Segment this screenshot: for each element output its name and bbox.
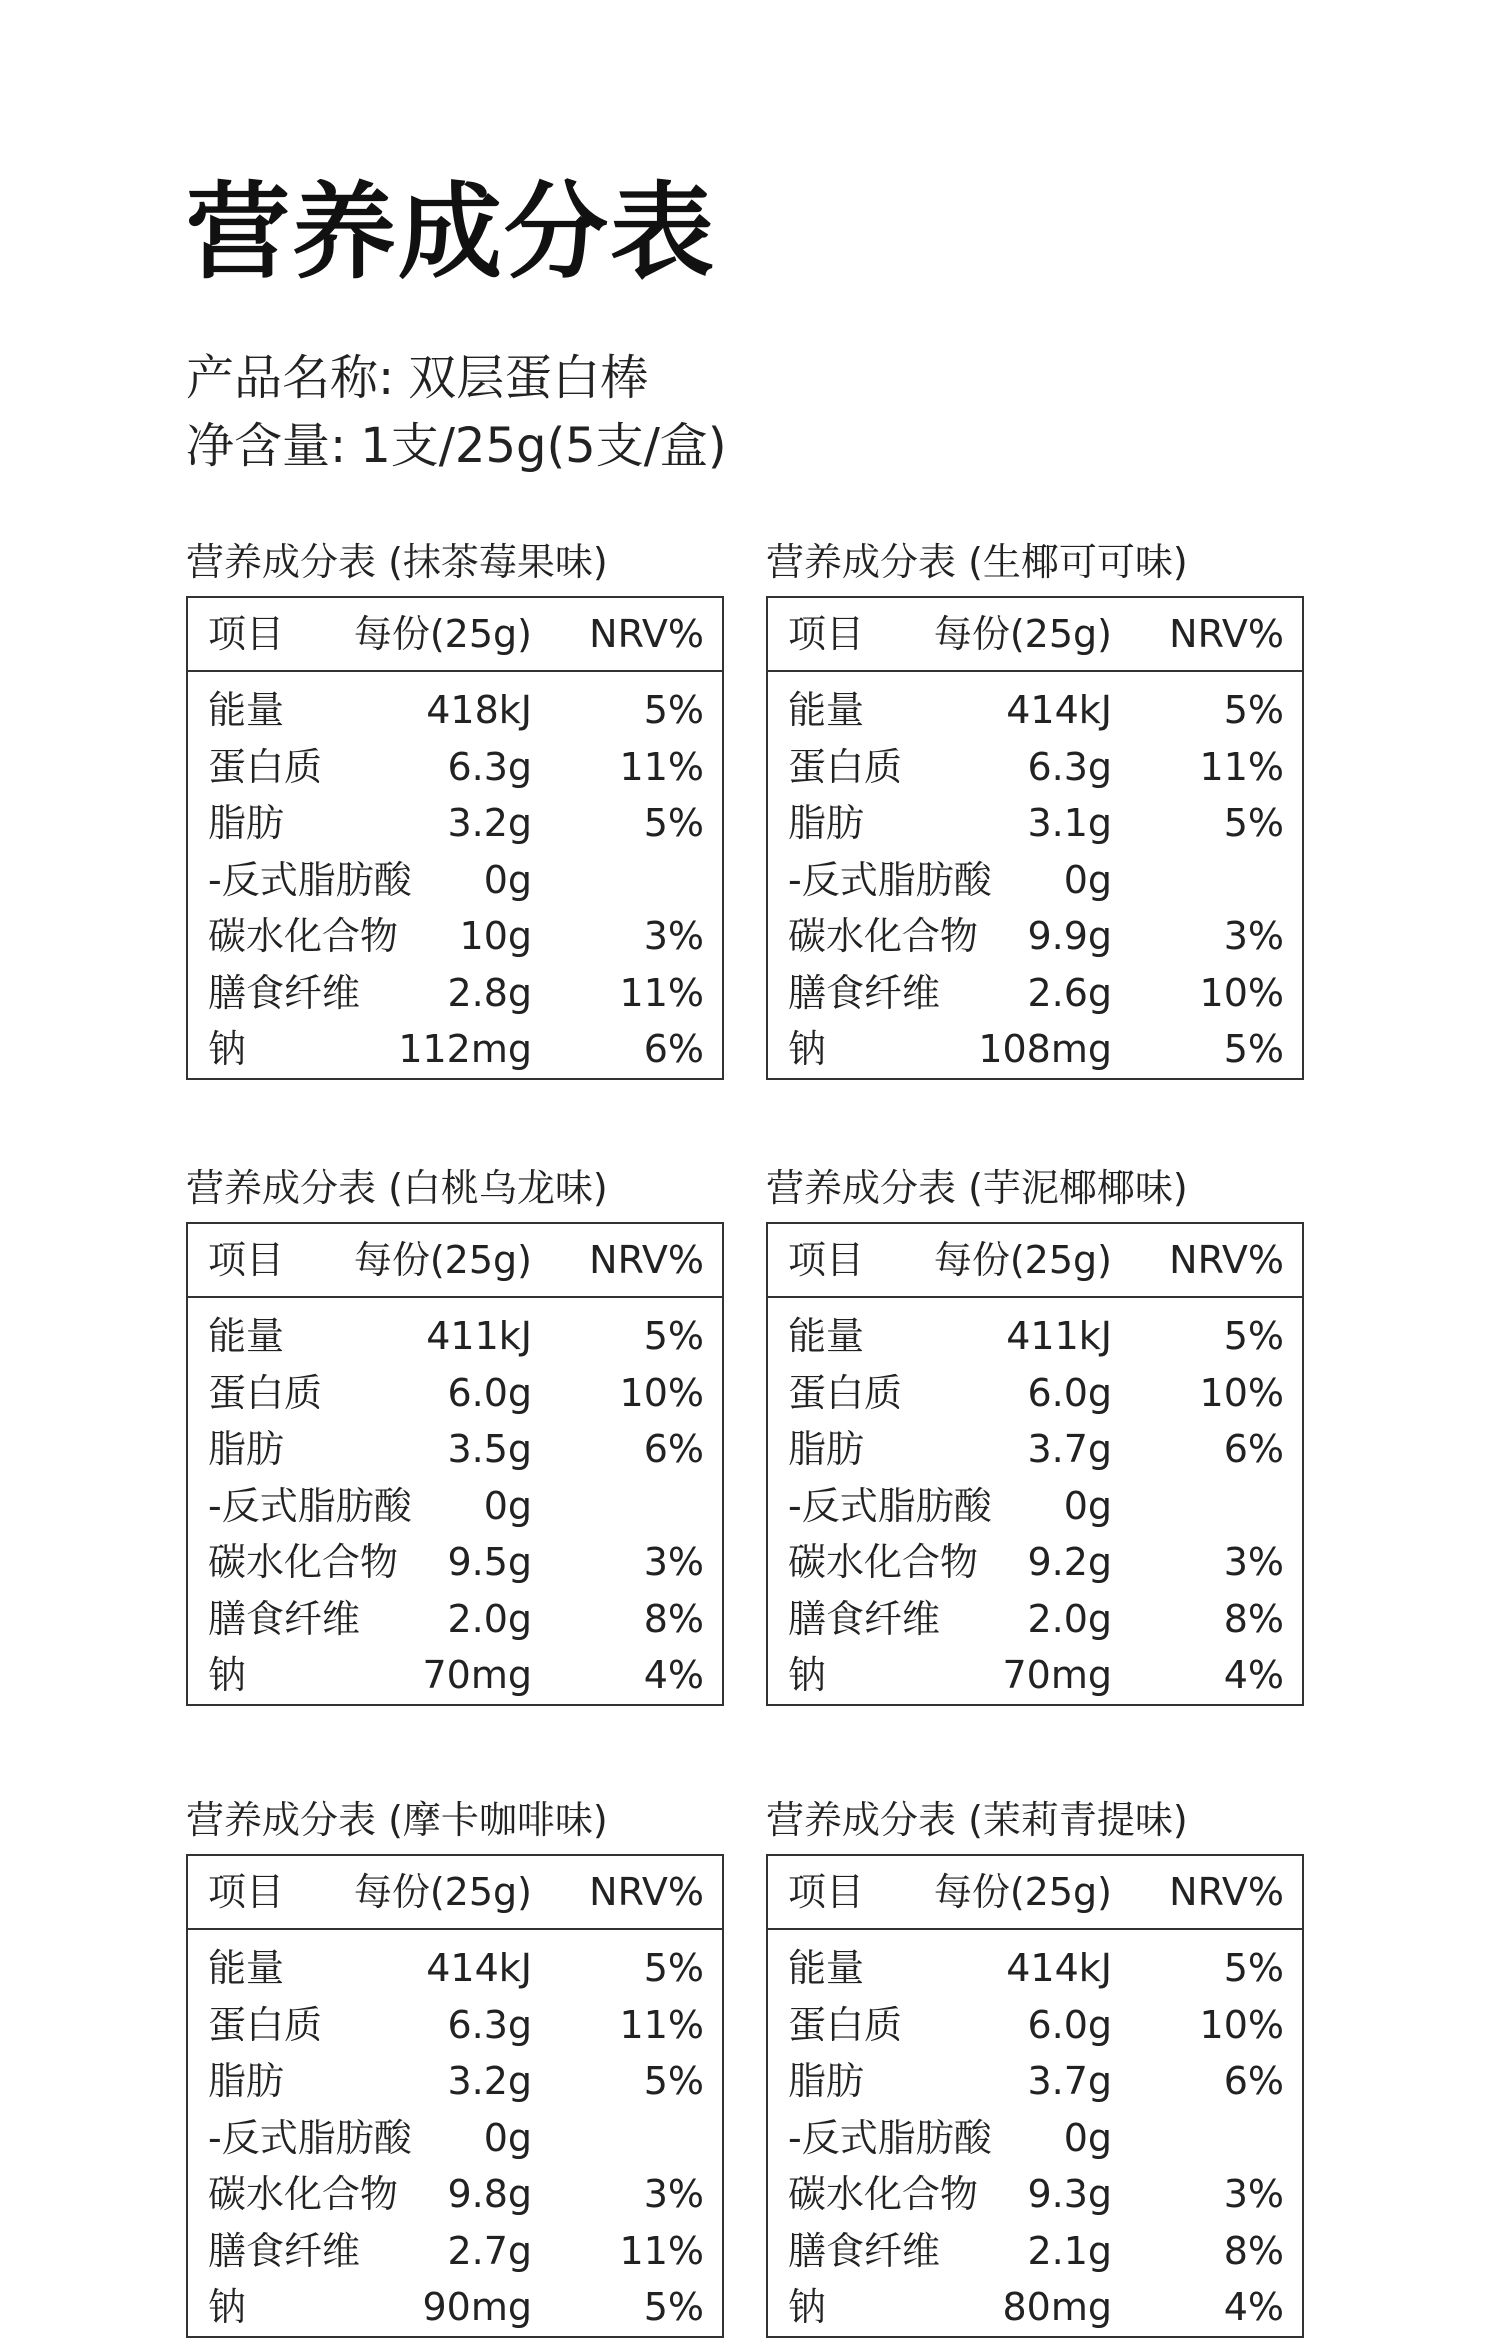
- nutrient-nrv-cell: 5%: [1223, 1314, 1284, 1358]
- table-row: [188, 2110, 722, 2167]
- nutrient-nrv-cell: 10%: [1199, 2002, 1284, 2047]
- header-nrv-cell: NRV%: [589, 1238, 704, 1282]
- nutrient-amount-cell: 0g: [483, 857, 532, 902]
- nutrient-name-cell: 能量: [788, 1314, 865, 1358]
- net-content-line: [186, 418, 727, 476]
- header-nrv-cell: NRV%: [1169, 612, 1284, 656]
- table-row: [188, 2053, 722, 2110]
- nutrient-amount-cell: 70mg: [422, 1653, 532, 1697]
- table-row: [768, 1308, 1302, 1365]
- table-body: [188, 672, 722, 1078]
- nutrient-amount-cell: 414kJ: [1006, 688, 1112, 732]
- table-row: [188, 739, 722, 796]
- nutrient-name-cell: 脂肪: [208, 801, 285, 845]
- nutrient-nrv-cell: 10%: [1199, 970, 1284, 1015]
- table-row: [768, 2110, 1302, 2167]
- nutrient-name-cell: 蛋白质: [788, 1370, 903, 1415]
- nutrient-nrv-cell: 11%: [619, 744, 704, 789]
- product-name-line: [186, 350, 648, 408]
- table-row: [188, 852, 722, 909]
- nutrient-amount-cell: 0g: [483, 1483, 532, 1528]
- nutrient-name-cell: 脂肪: [788, 801, 865, 845]
- nutrient-name-cell: -反式脂肪酸: [208, 2115, 412, 2160]
- header-per-serving-cell: 每份(25g): [933, 612, 1112, 656]
- nutrient-amount-cell: 6.3g: [1027, 744, 1112, 789]
- table-row: [188, 1365, 722, 1422]
- nutrient-amount-cell: 3.2g: [447, 2059, 532, 2103]
- product-name-value: 双层蛋白棒: [408, 350, 649, 406]
- nutrient-name-cell: 蛋白质: [788, 2002, 903, 2047]
- table-body: [768, 1930, 1302, 2336]
- nutrient-amount-cell: 6.3g: [447, 744, 532, 789]
- product-name-label: 产品名称:: [186, 350, 395, 406]
- nutrient-nrv-cell: 10%: [1199, 1370, 1284, 1415]
- page-title: 营养成分表: [186, 171, 717, 293]
- nutrient-amount-cell: 418kJ: [426, 688, 532, 732]
- nutrient-nrv-cell: 11%: [1199, 744, 1284, 789]
- table-header-row: [768, 1224, 1302, 1298]
- nutrient-nrv-cell: 4%: [1223, 2285, 1284, 2329]
- nutrient-name-cell: 膳食纤维: [208, 2228, 361, 2273]
- nutrient-amount-cell: 108mg: [978, 1027, 1112, 1071]
- table-row: [188, 1647, 722, 1704]
- table-header-row: [768, 1856, 1302, 1930]
- nutrient-amount-cell: 411kJ: [426, 1314, 532, 1358]
- table-row: [188, 2166, 722, 2223]
- table-row: [768, 965, 1302, 1022]
- nutrient-nrv-cell: 5%: [1223, 688, 1284, 732]
- nutrient-name-cell: 钠: [208, 1653, 247, 1697]
- nutrient-nrv-cell: 11%: [619, 970, 704, 1015]
- nutrient-name-cell: 蛋白质: [208, 744, 323, 789]
- table-row: [188, 965, 722, 1022]
- table-row: [188, 1591, 722, 1648]
- nutrition-table: [186, 1854, 724, 2338]
- nutrient-amount-cell: 6.3g: [447, 2002, 532, 2047]
- nutrient-amount-cell: 414kJ: [426, 1946, 532, 1990]
- header-per-serving-cell: 每份(25g): [933, 1870, 1112, 1914]
- nutrient-amount-cell: 3.7g: [1027, 2059, 1112, 2103]
- nutrient-amount-cell: 3.7g: [1027, 1427, 1112, 1471]
- header-nrv-cell: NRV%: [1169, 1870, 1284, 1914]
- nutrient-amount-cell: 6.0g: [447, 1370, 532, 1415]
- table-row: [188, 1940, 722, 1997]
- nutrient-amount-cell: 0g: [1063, 1483, 1112, 1528]
- nutrient-nrv-cell: 10%: [619, 1370, 704, 1415]
- nutrient-amount-cell: 9.9g: [1027, 914, 1112, 958]
- net-content-value: 1支/25g(5支/盒): [360, 418, 727, 474]
- nutrient-amount-cell: 6.0g: [1027, 1370, 1112, 1415]
- nutrient-amount-cell: 2.1g: [1027, 2228, 1112, 2273]
- nutrient-name-cell: 脂肪: [788, 2059, 865, 2103]
- table-row: [188, 2279, 722, 2336]
- nutrient-name-cell: 能量: [208, 1314, 285, 1358]
- table-header-row: [188, 1856, 722, 1930]
- nutrient-amount-cell: 3.5g: [447, 1427, 532, 1471]
- nutrient-amount-cell: 112mg: [398, 1027, 532, 1071]
- nutrition-table-title: 营养成分表 (白桃乌龙味): [186, 1166, 608, 1210]
- nutrient-amount-cell: 2.6g: [1027, 970, 1112, 1015]
- nutrient-nrv-cell: 6%: [643, 1427, 704, 1471]
- header-item-cell: 项目: [208, 1238, 285, 1282]
- header-per-serving-cell: 每份(25g): [353, 1870, 532, 1914]
- nutrient-name-cell: 蛋白质: [208, 1370, 323, 1415]
- nutrient-name-cell: 膳食纤维: [208, 1596, 361, 1641]
- nutrient-name-cell: -反式脂肪酸: [208, 857, 412, 902]
- table-row: [768, 1940, 1302, 1997]
- table-row: [188, 1421, 722, 1478]
- nutrient-amount-cell: 0g: [1063, 2115, 1112, 2160]
- table-row: [188, 1997, 722, 2054]
- nutrient-name-cell: 能量: [208, 688, 285, 732]
- nutrient-nrv-cell: 5%: [1223, 801, 1284, 845]
- nutrient-amount-cell: 2.8g: [447, 970, 532, 1015]
- nutrient-nrv-cell: 5%: [643, 801, 704, 845]
- nutrient-name-cell: 碳水化合物: [208, 2172, 399, 2216]
- nutrient-nrv-cell: 5%: [1223, 1027, 1284, 1071]
- table-row: [768, 1997, 1302, 2054]
- nutrient-nrv-cell: 3%: [1223, 1540, 1284, 1584]
- table-row: [188, 1534, 722, 1591]
- nutrient-amount-cell: 2.0g: [1027, 1596, 1112, 1641]
- nutrient-name-cell: 膳食纤维: [788, 2228, 941, 2273]
- nutrient-amount-cell: 10g: [459, 914, 532, 958]
- nutrient-name-cell: 膳食纤维: [788, 970, 941, 1015]
- header-per-serving-cell: 每份(25g): [933, 1238, 1112, 1282]
- nutrient-amount-cell: 0g: [1063, 857, 1112, 902]
- nutrient-nrv-cell: 6%: [643, 1027, 704, 1071]
- nutrient-name-cell: 脂肪: [208, 2059, 285, 2103]
- nutrient-name-cell: 碳水化合物: [208, 914, 399, 958]
- table-row: [768, 1478, 1302, 1535]
- nutrient-amount-cell: 3.2g: [447, 801, 532, 845]
- table-row: [188, 1021, 722, 1078]
- nutrition-table: [186, 596, 724, 1080]
- header-per-serving-cell: 每份(25g): [353, 1238, 532, 1282]
- table-body: [188, 1298, 722, 1704]
- nutrient-amount-cell: 9.3g: [1027, 2172, 1112, 2216]
- nutrient-name-cell: 蛋白质: [208, 2002, 323, 2047]
- header-nrv-cell: NRV%: [589, 612, 704, 656]
- header-per-serving-cell: 每份(25g): [353, 612, 532, 656]
- table-row: [768, 795, 1302, 852]
- nutrient-nrv-cell: 5%: [643, 688, 704, 732]
- table-row: [768, 1365, 1302, 1422]
- table-row: [768, 852, 1302, 909]
- table-row: [768, 1591, 1302, 1648]
- table-row: [188, 795, 722, 852]
- table-row: [768, 739, 1302, 796]
- nutrient-amount-cell: 411kJ: [1006, 1314, 1112, 1358]
- nutrient-name-cell: 脂肪: [788, 1427, 865, 1471]
- nutrient-name-cell: -反式脂肪酸: [788, 1483, 992, 1528]
- nutrition-table-title: 营养成分表 (芋泥椰椰味): [766, 1166, 1188, 1210]
- table-row: [768, 1647, 1302, 1704]
- nutrient-nrv-cell: 5%: [643, 1314, 704, 1358]
- table-row: [768, 682, 1302, 739]
- nutrient-name-cell: 碳水化合物: [208, 1540, 399, 1584]
- nutrition-table-title: 营养成分表 (抹茶莓果味): [186, 540, 608, 584]
- nutrient-name-cell: 脂肪: [208, 1427, 285, 1471]
- nutrient-name-cell: -反式脂肪酸: [788, 2115, 992, 2160]
- nutrient-name-cell: 能量: [788, 1946, 865, 1990]
- nutrient-nrv-cell: 11%: [619, 2002, 704, 2047]
- nutrient-name-cell: 碳水化合物: [788, 914, 979, 958]
- nutrition-table: [766, 1854, 1304, 2338]
- nutrient-name-cell: 钠: [208, 1027, 247, 1071]
- nutrient-amount-cell: 80mg: [1002, 2285, 1112, 2329]
- nutrient-nrv-cell: 3%: [643, 914, 704, 958]
- nutrient-nrv-cell: 11%: [619, 2228, 704, 2273]
- nutrient-nrv-cell: 5%: [1223, 1946, 1284, 1990]
- nutrient-name-cell: 钠: [788, 1653, 827, 1697]
- table-header-row: [188, 1224, 722, 1298]
- nutrient-nrv-cell: 3%: [1223, 914, 1284, 958]
- table-header-row: [768, 598, 1302, 672]
- header-item-cell: 项目: [788, 612, 865, 656]
- table-row: [768, 2053, 1302, 2110]
- nutrient-nrv-cell: 5%: [643, 2059, 704, 2103]
- nutrient-amount-cell: 9.2g: [1027, 1540, 1112, 1584]
- nutrient-nrv-cell: 4%: [643, 1653, 704, 1697]
- net-content-label: 净含量:: [186, 418, 347, 474]
- nutrient-name-cell: 膳食纤维: [788, 1596, 941, 1641]
- table-row: [188, 908, 722, 965]
- nutrient-nrv-cell: 6%: [1223, 2059, 1284, 2103]
- nutrient-name-cell: 能量: [208, 1946, 285, 1990]
- nutrient-name-cell: 膳食纤维: [208, 970, 361, 1015]
- nutrient-amount-cell: 90mg: [422, 2285, 532, 2329]
- table-header-row: [188, 598, 722, 672]
- header-item-cell: 项目: [208, 1870, 285, 1914]
- table-body: [768, 1298, 1302, 1704]
- nutrition-table: [766, 1222, 1304, 1706]
- nutrient-amount-cell: 9.8g: [447, 2172, 532, 2216]
- nutrient-name-cell: 钠: [208, 2285, 247, 2329]
- table-body: [188, 1930, 722, 2336]
- nutrient-amount-cell: 2.7g: [447, 2228, 532, 2273]
- nutrient-name-cell: 蛋白质: [788, 744, 903, 789]
- table-row: [768, 1421, 1302, 1478]
- nutrition-table-title: 营养成分表 (摩卡咖啡味): [186, 1798, 608, 1842]
- nutrient-amount-cell: 6.0g: [1027, 2002, 1112, 2047]
- nutrient-amount-cell: 70mg: [1002, 1653, 1112, 1697]
- table-row: [768, 2223, 1302, 2280]
- nutrient-nrv-cell: 3%: [643, 1540, 704, 1584]
- nutrient-nrv-cell: 4%: [1223, 1653, 1284, 1697]
- nutrient-nrv-cell: 5%: [643, 1946, 704, 1990]
- header-item-cell: 项目: [788, 1238, 865, 1282]
- nutrition-table-title: 营养成分表 (生椰可可味): [766, 540, 1188, 584]
- nutrient-amount-cell: 3.1g: [1027, 801, 1112, 845]
- nutrition-table: [186, 1222, 724, 1706]
- nutrient-nrv-cell: 8%: [1223, 1596, 1284, 1641]
- nutrient-nrv-cell: 5%: [643, 2285, 704, 2329]
- nutrition-table: [766, 596, 1304, 1080]
- table-row: [188, 1478, 722, 1535]
- nutrition-table-title: 营养成分表 (茉莉青提味): [766, 1798, 1188, 1842]
- nutrient-nrv-cell: 8%: [643, 1596, 704, 1641]
- table-row: [768, 2279, 1302, 2336]
- nutrient-nrv-cell: 8%: [1223, 2228, 1284, 2273]
- table-row: [768, 2166, 1302, 2223]
- header-item-cell: 项目: [208, 612, 285, 656]
- nutrient-amount-cell: 0g: [483, 2115, 532, 2160]
- nutrient-amount-cell: 9.5g: [447, 1540, 532, 1584]
- nutrient-nrv-cell: 3%: [643, 2172, 704, 2216]
- nutrient-name-cell: -反式脂肪酸: [788, 857, 992, 902]
- table-row: [188, 2223, 722, 2280]
- nutrient-name-cell: 能量: [788, 688, 865, 732]
- nutrient-nrv-cell: 6%: [1223, 1427, 1284, 1471]
- header-nrv-cell: NRV%: [1169, 1238, 1284, 1282]
- nutrient-nrv-cell: 3%: [1223, 2172, 1284, 2216]
- table-row: [188, 1308, 722, 1365]
- nutrient-name-cell: -反式脂肪酸: [208, 1483, 412, 1528]
- nutrient-amount-cell: 2.0g: [447, 1596, 532, 1641]
- header-item-cell: 项目: [788, 1870, 865, 1914]
- nutrient-name-cell: 钠: [788, 1027, 827, 1071]
- table-row: [768, 908, 1302, 965]
- table-row: [768, 1534, 1302, 1591]
- header-nrv-cell: NRV%: [589, 1870, 704, 1914]
- nutrient-amount-cell: 414kJ: [1006, 1946, 1112, 1990]
- nutrient-name-cell: 碳水化合物: [788, 1540, 979, 1584]
- nutrient-name-cell: 钠: [788, 2285, 827, 2329]
- nutrient-name-cell: 碳水化合物: [788, 2172, 979, 2216]
- table-row: [768, 1021, 1302, 1078]
- table-row: [188, 682, 722, 739]
- table-body: [768, 672, 1302, 1078]
